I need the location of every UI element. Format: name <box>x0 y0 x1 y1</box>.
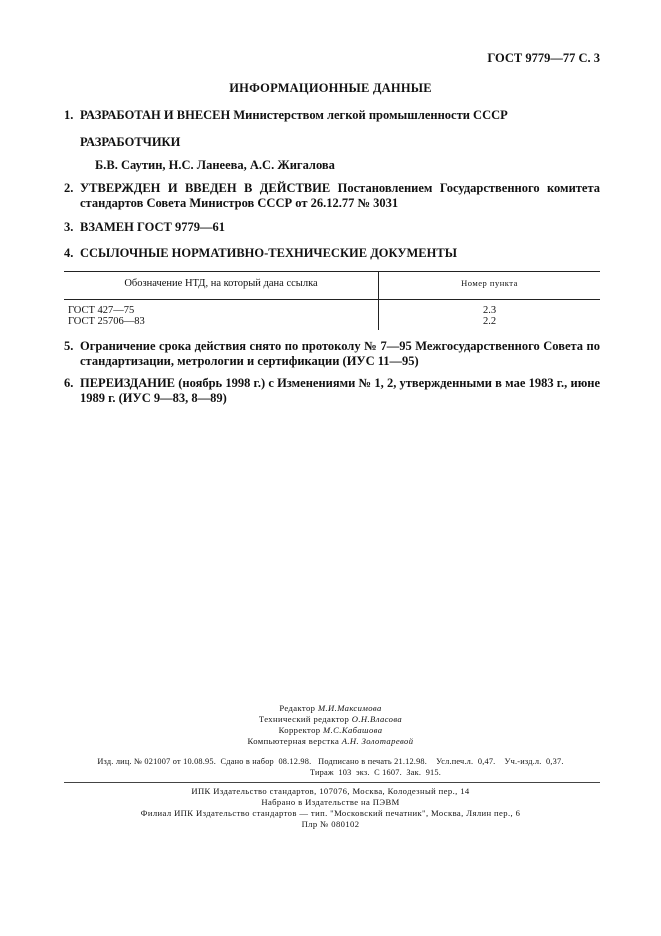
developers-heading: РАЗРАБОТЧИКИ <box>80 135 181 149</box>
layout-name: А.Н. Золотаревой <box>341 736 414 746</box>
item-3 <box>64 220 600 235</box>
table-row <box>64 300 600 317</box>
document-id: ГОСТ 9779—77 С. 3 <box>487 51 600 65</box>
print-info-line-2: Тираж 103 экз. С 1607. Зак. 915. <box>309 768 442 777</box>
table-cell-document: ГОСТ 427—75 <box>68 305 135 316</box>
item-1 <box>64 108 600 123</box>
item-text: Постановлением Государственного комитета стандартов Совета Министров СССР от 26.12.77 № 3031 <box>80 181 601 210</box>
tech-editor-name: О.Н.Власова <box>351 714 403 724</box>
item-number: 4. <box>64 246 74 260</box>
print-info <box>0 756 661 778</box>
references-table <box>64 271 600 330</box>
table-cell-clause: 2.2 <box>379 316 601 330</box>
item-6 <box>64 376 600 406</box>
item-text: ПЕРЕИЗДАНИЕ (ноябрь 1998 г.) с Изменениями № 1, 2, утвержденными в мае 1983 г., июне 1989 г. (ИУС 9—83, 8—89) <box>80 376 600 405</box>
corrector-line <box>0 725 661 736</box>
item-4 <box>64 246 600 261</box>
publisher-line-4: Плр № 080102 <box>301 819 360 829</box>
corrector-label: Корректор <box>278 725 321 735</box>
corrector-name: М.С.Кабашова <box>323 725 383 735</box>
layout-line <box>0 736 661 747</box>
item-text: Министерством легкой промышленности СССР <box>230 108 508 122</box>
item-text: ВЗАМЕН ГОСТ 9779—61 <box>80 220 225 234</box>
item-heading: УТВЕРЖДЕН И ВВЕДЕН В ДЕЙСТВИЕ <box>80 181 331 195</box>
table-cell-clause: 2.3 <box>379 300 601 317</box>
editor-label: Редактор <box>279 703 316 713</box>
item-5 <box>64 339 600 369</box>
item-number: 2. <box>64 181 74 195</box>
column-header-clause: Номер пункта <box>379 272 601 300</box>
item-number: 5. <box>64 339 74 353</box>
layout-label: Компьютерная верстка <box>247 736 340 746</box>
tech-editor-label: Технический редактор <box>258 714 350 724</box>
item-number: 3. <box>64 220 74 234</box>
publisher-line-1: ИПК Издательство стандартов, 107076, Москва, Колодезный пер., 14 <box>191 786 470 796</box>
item-text: Ограничение срока действия снято по протоколу № 7—95 Межгосударственного Совета по стандартизации, метрологии и сертификации (ИУС 11—95) <box>80 339 600 368</box>
publisher-line-3: Филиал ИПК Издательство стандартов — тип. "Московский печатник", Москва, Лялин пер., 6 <box>140 808 521 818</box>
publisher-line-2: Набрано в Издательстве на ПЭВМ <box>261 797 400 807</box>
tech-editor-line <box>0 714 661 725</box>
item-heading: РАЗРАБОТАН И ВНЕСЕН <box>80 108 231 122</box>
editor-name: М.И.Максимова <box>317 703 382 713</box>
item-text: ССЫЛОЧНЫЕ НОРМАТИВНО-ТЕХНИЧЕСКИЕ ДОКУМЕНТЫ <box>80 246 457 260</box>
table-row <box>64 316 600 330</box>
editor-line <box>0 703 661 714</box>
developers-names: Б.В. Саутин, Н.С. Ланеева, А.С. Жигалова <box>95 158 335 172</box>
credits-block <box>0 703 661 747</box>
item-number: 6. <box>64 376 74 390</box>
item-2 <box>64 181 600 211</box>
column-header-document: Обозначение НТД, на который дана ссылка <box>64 272 379 300</box>
page-title: ИНФОРМАЦИОННЫЕ ДАННЫЕ <box>229 81 432 95</box>
print-info-line-1: Изд. лиц. № 021007 от 10.08.95. Сдано в набор 08.12.98. Подписано в печать 21.12.98. Усл.печ.л. 0,47. Уч.-изд.л. 0,37. <box>97 757 564 766</box>
divider <box>64 782 600 783</box>
item-number: 1. <box>64 108 74 122</box>
table-cell-document: ГОСТ 25706—83 <box>68 316 145 327</box>
publisher-block <box>0 786 661 830</box>
